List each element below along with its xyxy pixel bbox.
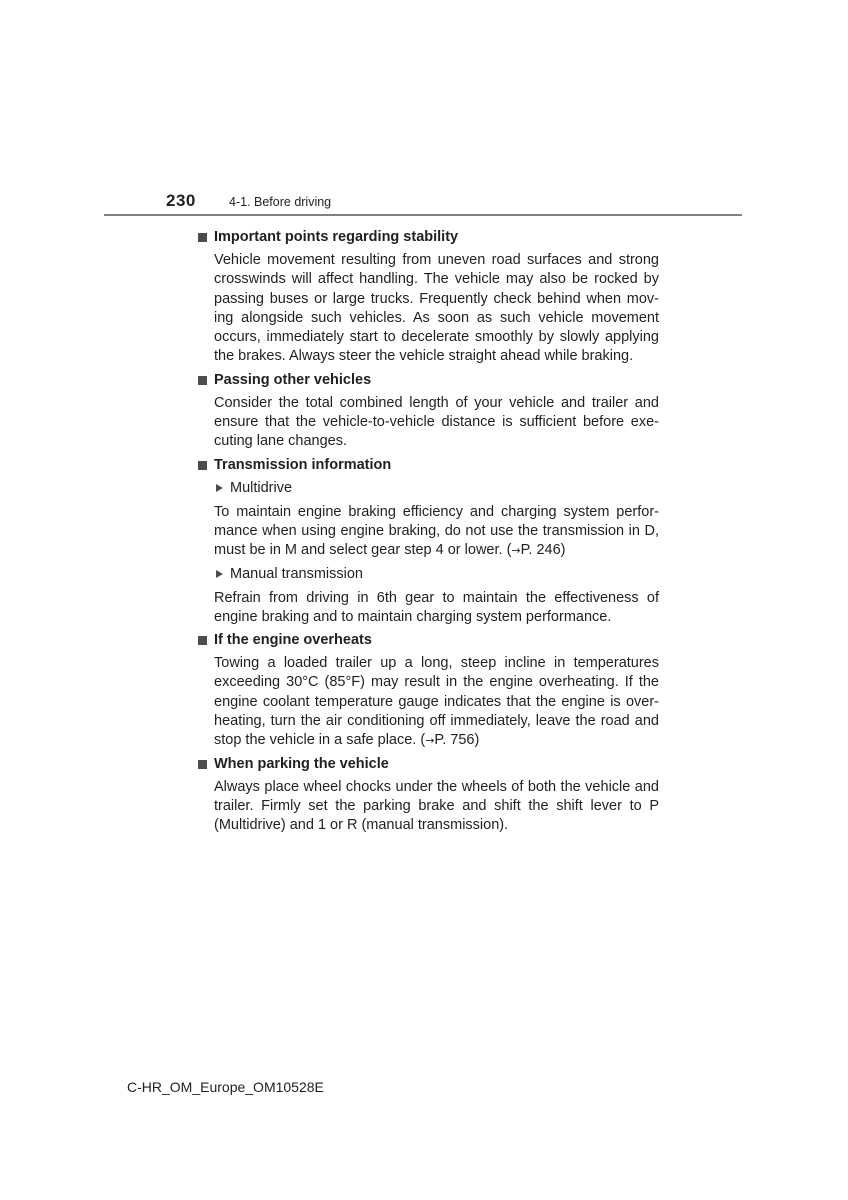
paragraph xyxy=(214,654,659,750)
paragraph-text: To maintain engine braking efficiency and charging system perfor-mance when using engine braking, do not use the transmission in D, must be in M and select gear step 4 or lower. ( xyxy=(214,503,659,559)
square-bullet-icon xyxy=(198,233,207,242)
section-heading xyxy=(196,228,659,247)
header-divider xyxy=(104,214,742,216)
reference-arrow-icon: → xyxy=(511,544,521,558)
main-content xyxy=(196,224,659,840)
section-label: 4-1. Before driving xyxy=(229,195,332,209)
heading-text: When parking the vehicle xyxy=(214,755,389,772)
sub-heading xyxy=(214,479,659,498)
square-bullet-icon xyxy=(198,636,207,645)
square-bullet-icon xyxy=(198,760,207,769)
paragraph: Consider the total combined length of your vehicle and trailer and ensure that the vehicle-to-vehicle distance is sufficient before exe-cuting lane changes. xyxy=(214,394,659,450)
page-number: 230 xyxy=(166,191,196,210)
document-code: C-HR_OM_Europe_OM10528E xyxy=(127,1079,324,1095)
paragraph: Refrain from driving in 6th gear to maintain the effectiveness of engine braking and to maintain charging system performance. xyxy=(214,589,659,625)
sub-heading-text: Multidrive xyxy=(230,479,293,496)
heading-text: Passing other vehicles xyxy=(214,371,372,388)
heading-text: If the engine overheats xyxy=(214,632,372,649)
paragraph: Always place wheel chocks under the wheels of both the vehicle and trailer. Firmly set the parking brake and shift the shift lever to P (Multidrive) and 1 or R (manual transmission). xyxy=(214,778,659,834)
reference-arrow-icon: → xyxy=(425,734,435,748)
triangle-bullet-icon xyxy=(216,484,223,492)
sub-heading xyxy=(214,565,659,584)
page-reference: P. 246) xyxy=(520,542,566,559)
triangle-bullet-icon xyxy=(216,570,223,578)
section-heading xyxy=(196,371,659,390)
section-heading xyxy=(196,755,659,774)
square-bullet-icon xyxy=(198,461,207,470)
paragraph: Vehicle movement resulting from uneven road surfaces and strong crosswinds will affect handling. The vehicle may also be rocked by passing buses or large trucks. Frequently check behind when mov-ing alongside such vehicles. As soon as such vehicle movement occurs, immediately start to decelerate smoothly by slowly applying the brakes. Always steer the vehicle straight ahead while braking. xyxy=(214,252,659,365)
paragraph xyxy=(214,503,659,561)
page-header xyxy=(104,190,742,218)
page-reference: P. 756) xyxy=(434,732,480,749)
heading-text: Important points regarding stability xyxy=(214,229,459,245)
section-heading xyxy=(196,631,659,650)
sub-heading-text: Manual transmission xyxy=(230,565,363,582)
heading-text: Transmission information xyxy=(214,456,392,473)
section-heading xyxy=(196,456,659,475)
paragraph-text: Towing a loaded trailer up a long, steep incline in temperatures exceeding 30°C (85°F) may result in the engine overheating. If the engine coolant temperature gauge indicates that the engine is over-heating, turn the air conditioning off immediately, leave the road and stop the vehicle in a safe place. ( xyxy=(214,655,659,749)
square-bullet-icon xyxy=(198,376,207,385)
